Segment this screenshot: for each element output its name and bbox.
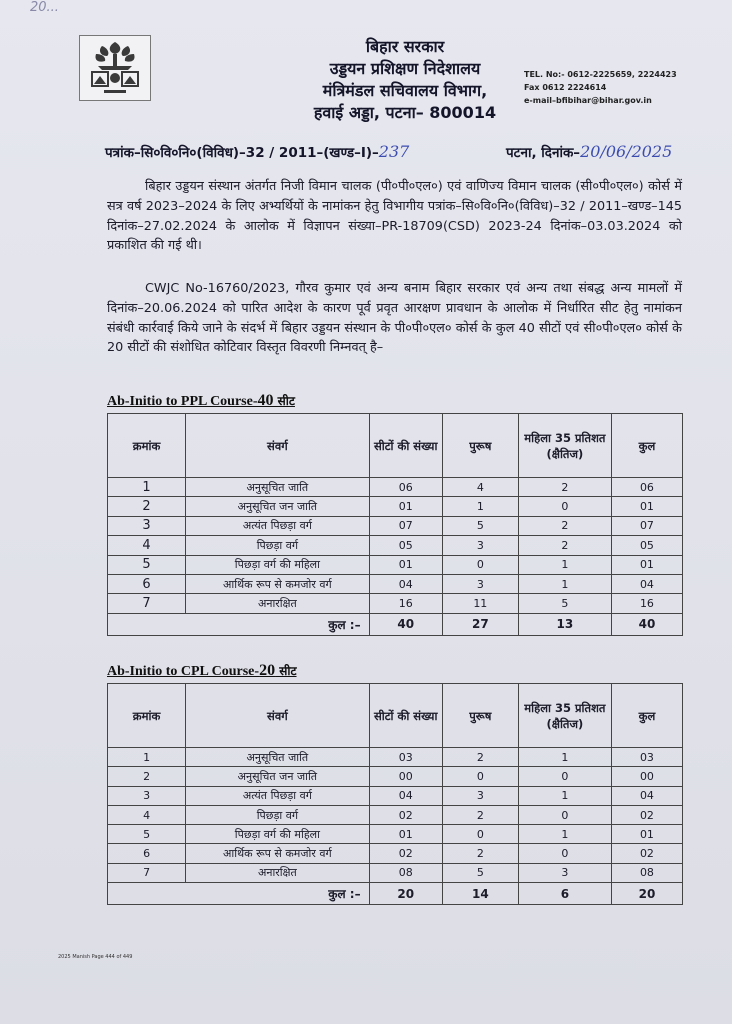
cell-category: आर्थिक रूप से कमजोर वर्ग <box>186 844 370 863</box>
cell-total: 05 <box>611 536 682 555</box>
top-scan-mark: 20... <box>30 0 59 15</box>
total-male: 14 <box>442 883 518 905</box>
total-row <box>108 883 683 905</box>
cell-category: अनुसूचित जन जाति <box>186 497 370 516</box>
reference-number <box>105 142 409 161</box>
cell-category: पिछड़ा वर्ग की महिला <box>186 555 370 574</box>
col-female: महिला 35 प्रतिशत (क्षैतिज) <box>518 684 611 748</box>
department-name: मंत्रिमंडल सचिवालय विभाग, <box>322 81 488 100</box>
cpl-caption-en: Ab-Initio to CPL Course- <box>107 664 260 679</box>
email-address: e-mail–bfibihar@bihar.gov.in <box>524 96 652 105</box>
ppl-caption-en: Ab-Initio to PPL Course- <box>107 394 258 409</box>
table-header-row <box>108 684 683 748</box>
total-label: कुल :– <box>108 613 370 635</box>
cpl-caption-num: 20 <box>259 662 276 679</box>
cell-female: 1 <box>518 748 611 767</box>
cell-seats: 05 <box>369 536 442 555</box>
cell-total: 08 <box>611 863 682 882</box>
place-date-label: पटना, दिनांक– <box>506 145 581 161</box>
letterhead <box>290 36 520 124</box>
cell-seats: 01 <box>369 825 442 844</box>
paragraph-1-text: बिहार उड्डयन संस्थान अंतर्गत निजी विमान चालक (पी०पी०एल०) एवं वाणिज्य विमान चालक (सी०पी०एल०) कोर्स में सत्र वर्ष 2023–2024 के लिए अभ्यर्थियों के नामांकन हेतु विभागीय पत्रांक–सि०वि०नि०(विविध)–32 / 2011–खण्ड–145 दिनांक–27.02.2024 के आलोक में विज्ञापन संख्या–PR-18709(CSD) 2023-24 दिनांक–03.03.2024 को प्रकाशित की गई थी। <box>107 179 682 254</box>
contact-block <box>524 68 677 107</box>
cell-seats: 16 <box>369 594 442 613</box>
cell-male: 0 <box>442 767 518 786</box>
cell-total: 03 <box>611 748 682 767</box>
cell-category: अनारक्षित <box>186 594 370 613</box>
cell-female: 0 <box>518 767 611 786</box>
col-category: संवर्ग <box>186 414 370 478</box>
cell-seats: 06 <box>369 478 442 497</box>
patrank-text: पत्रांक–सि०वि०नि०(विविध)–32 / 2011–(खण्ड–I)– <box>105 145 379 161</box>
cell-total: 00 <box>611 767 682 786</box>
cell-male: 5 <box>442 863 518 882</box>
cell-seats: 00 <box>369 767 442 786</box>
cell-sn: 1 <box>108 478 186 497</box>
cell-total: 02 <box>611 844 682 863</box>
cpl-caption-hi: सीट <box>275 664 297 678</box>
table-header-row <box>108 414 683 478</box>
cell-total: 01 <box>611 497 682 516</box>
directorate-name: उड्डयन प्रशिक्षण निदेशालय <box>329 59 481 78</box>
table-row <box>108 825 683 844</box>
col-total: कुल <box>611 684 682 748</box>
cell-male: 5 <box>442 516 518 535</box>
cell-sn: 4 <box>108 805 186 824</box>
ppl-table-caption <box>107 392 295 410</box>
total-female: 6 <box>518 883 611 905</box>
cell-sn: 6 <box>108 844 186 863</box>
ppl-caption-hi: सीट <box>273 394 295 408</box>
cell-female: 2 <box>518 516 611 535</box>
cell-sn: 1 <box>108 748 186 767</box>
col-sn: क्रमांक <box>108 684 186 748</box>
cell-male: 3 <box>442 536 518 555</box>
tel-number: TEL. No:- 0612-2225659, 2224423 <box>524 70 677 79</box>
cell-female: 2 <box>518 478 611 497</box>
total-female: 13 <box>518 613 611 635</box>
table-row <box>108 497 683 516</box>
cell-total: 04 <box>611 574 682 593</box>
cell-total: 06 <box>611 478 682 497</box>
table-row <box>108 748 683 767</box>
col-female: महिला 35 प्रतिशत (क्षैतिज) <box>518 414 611 478</box>
cell-seats: 02 <box>369 805 442 824</box>
cell-female: 2 <box>518 536 611 555</box>
paragraph-2-text: CWJC No-16760/2023, गौरव कुमार एवं अन्य बनाम बिहार सरकार एवं अन्य तथा संबद्ध अन्य मामलों में दिनांक–20.06.2024 को पारित आदेश के कारण पूर्व प्रवृत आरक्षण प्रावधान के आलोक में निर्धारित सीट हेतु नामांकन संबंधी कार्रवाई किये जाने के संदर्भ में बिहार उड्डयन संस्थान के पी०पी०एल० कोर्स के कुल 40 सीटों एवं सी०पी०एल० कोर्स के 20 सीटों की संशोधित कोटिवार विस्तृत विवरणी निम्नवत् है– <box>107 281 682 356</box>
col-male: पुरूष <box>442 414 518 478</box>
cell-seats: 07 <box>369 516 442 535</box>
cell-male: 2 <box>442 844 518 863</box>
cell-male: 3 <box>442 786 518 805</box>
table-row <box>108 555 683 574</box>
total-seats: 40 <box>369 613 442 635</box>
col-male: पुरूष <box>442 684 518 748</box>
ppl-seat-table <box>107 413 683 636</box>
cell-total: 02 <box>611 805 682 824</box>
letter-date <box>506 142 672 161</box>
cell-male: 2 <box>442 748 518 767</box>
cell-category: अनुसूचित जन जाति <box>186 767 370 786</box>
cell-male: 1 <box>442 497 518 516</box>
cell-sn: 5 <box>108 555 186 574</box>
cell-total: 01 <box>611 555 682 574</box>
table-row <box>108 594 683 613</box>
cell-total: 16 <box>611 594 682 613</box>
cell-category: आर्थिक रूप से कमजोर वर्ग <box>186 574 370 593</box>
cell-sn: 2 <box>108 767 186 786</box>
cell-total: 01 <box>611 825 682 844</box>
cell-male: 11 <box>442 594 518 613</box>
fax-number: Fax 0612 2224614 <box>524 83 607 92</box>
cell-sn: 7 <box>108 594 186 613</box>
total-row <box>108 613 683 635</box>
cell-category: अनुसूचित जाति <box>186 748 370 767</box>
cell-female: 5 <box>518 594 611 613</box>
cell-category: अनारक्षित <box>186 863 370 882</box>
cell-sn: 3 <box>108 786 186 805</box>
table-row <box>108 574 683 593</box>
cell-seats: 01 <box>369 555 442 574</box>
cell-category: अत्यंत पिछड़ा वर्ग <box>186 786 370 805</box>
cell-male: 0 <box>442 555 518 574</box>
col-sn: क्रमांक <box>108 414 186 478</box>
cell-category: पिछड़ा वर्ग <box>186 536 370 555</box>
table-row <box>108 786 683 805</box>
table-row <box>108 863 683 882</box>
cell-male: 2 <box>442 805 518 824</box>
page-footer: 2025 Manish Page 444 of 449 <box>58 954 133 960</box>
cell-female: 1 <box>518 555 611 574</box>
bihar-emblem-icon <box>79 35 151 101</box>
handwritten-date: 20/06/2025 <box>580 142 673 161</box>
cell-sn: 2 <box>108 497 186 516</box>
total-total: 20 <box>611 883 682 905</box>
cpl-seat-table <box>107 683 683 905</box>
cell-seats: 02 <box>369 844 442 863</box>
total-label: कुल :– <box>108 883 370 905</box>
col-seats: सीटों की संख्या <box>369 414 442 478</box>
total-total: 40 <box>611 613 682 635</box>
cell-sn: 3 <box>108 516 186 535</box>
cell-sn: 6 <box>108 574 186 593</box>
patrank-handwritten-number: 237 <box>378 142 410 161</box>
cell-male: 4 <box>442 478 518 497</box>
table-row <box>108 478 683 497</box>
cell-sn: 5 <box>108 825 186 844</box>
cell-female: 1 <box>518 574 611 593</box>
cell-sn: 7 <box>108 863 186 882</box>
table-row <box>108 536 683 555</box>
cell-total: 07 <box>611 516 682 535</box>
table-row <box>108 805 683 824</box>
total-seats: 20 <box>369 883 442 905</box>
office-address: हवाई अड्डा, पटना– 800014 <box>313 103 497 122</box>
cell-sn: 4 <box>108 536 186 555</box>
cell-female: 1 <box>518 786 611 805</box>
table-row <box>108 844 683 863</box>
ppl-caption-num: 40 <box>257 392 274 409</box>
table-row <box>108 516 683 535</box>
cell-female: 3 <box>518 863 611 882</box>
cell-total: 04 <box>611 786 682 805</box>
cpl-table-caption <box>107 662 297 680</box>
cell-seats: 03 <box>369 748 442 767</box>
cell-male: 3 <box>442 574 518 593</box>
col-total: कुल <box>611 414 682 478</box>
col-seats: सीटों की संख्या <box>369 684 442 748</box>
cell-category: पिछड़ा वर्ग की महिला <box>186 825 370 844</box>
cell-female: 1 <box>518 825 611 844</box>
cell-seats: 01 <box>369 497 442 516</box>
cell-seats: 08 <box>369 863 442 882</box>
paragraph-1 <box>107 177 682 256</box>
cell-female: 0 <box>518 844 611 863</box>
cell-category: पिछड़ा वर्ग <box>186 805 370 824</box>
total-male: 27 <box>442 613 518 635</box>
cell-seats: 04 <box>369 574 442 593</box>
paragraph-2 <box>107 279 682 358</box>
cell-female: 0 <box>518 497 611 516</box>
govt-name: बिहार सरकार <box>365 37 445 56</box>
col-category: संवर्ग <box>186 684 370 748</box>
cell-female: 0 <box>518 805 611 824</box>
cell-category: अनुसूचित जाति <box>186 478 370 497</box>
table-row <box>108 767 683 786</box>
cell-category: अत्यंत पिछड़ा वर्ग <box>186 516 370 535</box>
cell-male: 0 <box>442 825 518 844</box>
cell-seats: 04 <box>369 786 442 805</box>
